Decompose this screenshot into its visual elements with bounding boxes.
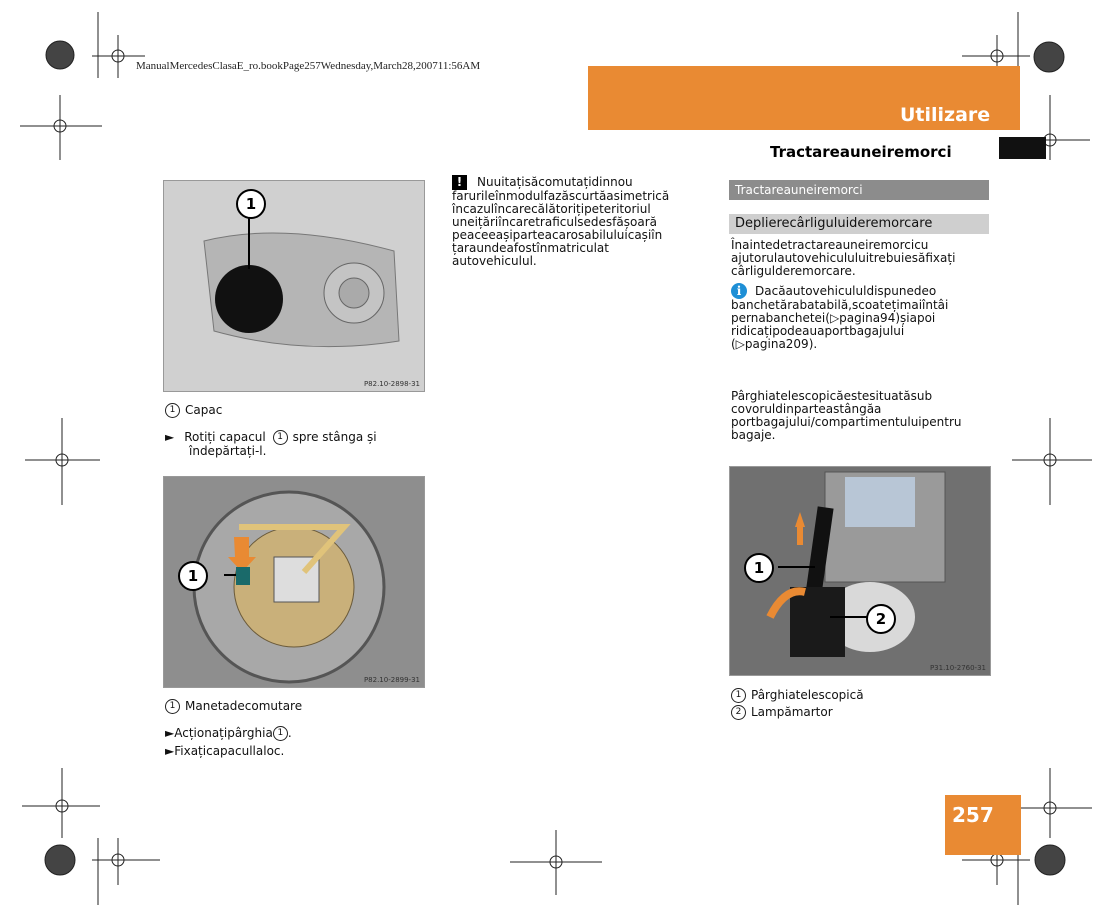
- lever-legend: [731, 688, 864, 720]
- step-fix-cover: [165, 745, 284, 758]
- subtitle-tab: [999, 137, 1046, 159]
- file-info-line: ManualMercedesClasaE_ro.bookPage257Wednesday,March28,200711:56AM: [136, 60, 481, 72]
- page-subtitle: Tractareauneiremorci: [770, 143, 952, 161]
- photo3-callout-1: 1: [744, 553, 774, 583]
- section-bar-title: Tractareauneiremorci: [729, 180, 989, 200]
- legend-item: 2 Lampămartor: [731, 705, 864, 720]
- warning-line-5: țaraundeafostînmatriculat: [452, 241, 609, 255]
- page-number: 257: [952, 803, 994, 827]
- legend-capac: [165, 403, 222, 418]
- step-text: Acționațipârghia: [174, 726, 273, 740]
- legend-number: 1: [165, 403, 180, 418]
- section-title: Utilizare: [900, 104, 991, 126]
- photo2-callout: 1: [178, 561, 208, 591]
- headlamp-cover-photo: [163, 180, 425, 392]
- photo3-callout-2: 2: [866, 604, 896, 634]
- warning-line-4: peaceeașiparteacarosabiluluicașiîn: [452, 228, 663, 242]
- step-rotate-cover: [165, 430, 430, 458]
- subsection-bar-title: Deplierecârliguluideremorcare: [729, 214, 989, 234]
- legend-switch: [165, 699, 302, 714]
- info-icon: i: [731, 283, 747, 299]
- intro-paragraph: Înaintedetractareauneiremorcicu ajutorulautovehicululuitrebuiesăfixați cârligulderemorcare.: [731, 238, 956, 278]
- legend-item: 1 Pârghiatelescopică: [731, 688, 864, 703]
- photo1-callout: 1: [236, 189, 266, 219]
- photo2-code: P82.10-2899-31: [363, 676, 420, 684]
- step-text-cont: spre stânga și: [292, 430, 377, 444]
- telescopic-lever-photo: [729, 466, 991, 676]
- legend-text: Capac: [185, 403, 223, 417]
- info-note: i Dacăautovehicululdispunedeo banchetărabatabilă,scoatețimaiîntâi pernabanchetei(▷pagina94)șiapoi ridicațipodeauaportbagajului (▷pagina209).: [731, 283, 949, 351]
- inline-number: 1: [273, 430, 288, 445]
- step-text-line2: îndepărtați-l.: [189, 444, 267, 458]
- warning-icon: !: [452, 175, 467, 190]
- inline-number: 1: [273, 726, 288, 741]
- warning-note: [452, 175, 682, 268]
- lever-location-paragraph: Pârghiatelescopicăestesituatăsub covoruldinparteastângăa portbagajului/compartimentuluipentru bagaje.: [731, 389, 962, 442]
- headlamp-illustration: [164, 181, 424, 391]
- bullet: ►: [165, 726, 175, 740]
- warning-line-2: încazulîncarecălătorițipeteritoriul: [452, 202, 651, 216]
- photo3-code: P31.10-2760-31: [929, 664, 986, 672]
- step-text: Fixațicapacullaloc.: [174, 744, 285, 758]
- bullet: ►: [165, 744, 175, 758]
- legend-text: Manetadecomutare: [185, 699, 303, 713]
- switch-lever-photo: [163, 476, 425, 688]
- warning-line-1: farurileînmodulfazăscurtăasimetrică: [452, 189, 670, 203]
- step-text-end: .: [287, 726, 292, 740]
- warning-line-6: autovehiculul.: [452, 254, 537, 268]
- step-operate-lever: [165, 726, 292, 741]
- warning-line-3: uneițăriîncaretraficulsedesfășoară: [452, 215, 657, 229]
- photo1-code: P82.10-2898-31: [363, 380, 420, 388]
- bullet: ►: [165, 430, 175, 444]
- step-text: Rotiți capacul: [184, 430, 266, 444]
- warning-line-0: ! Nuuitațisăcomutațidinnou: [452, 175, 682, 190]
- legend-number: 1: [165, 699, 180, 714]
